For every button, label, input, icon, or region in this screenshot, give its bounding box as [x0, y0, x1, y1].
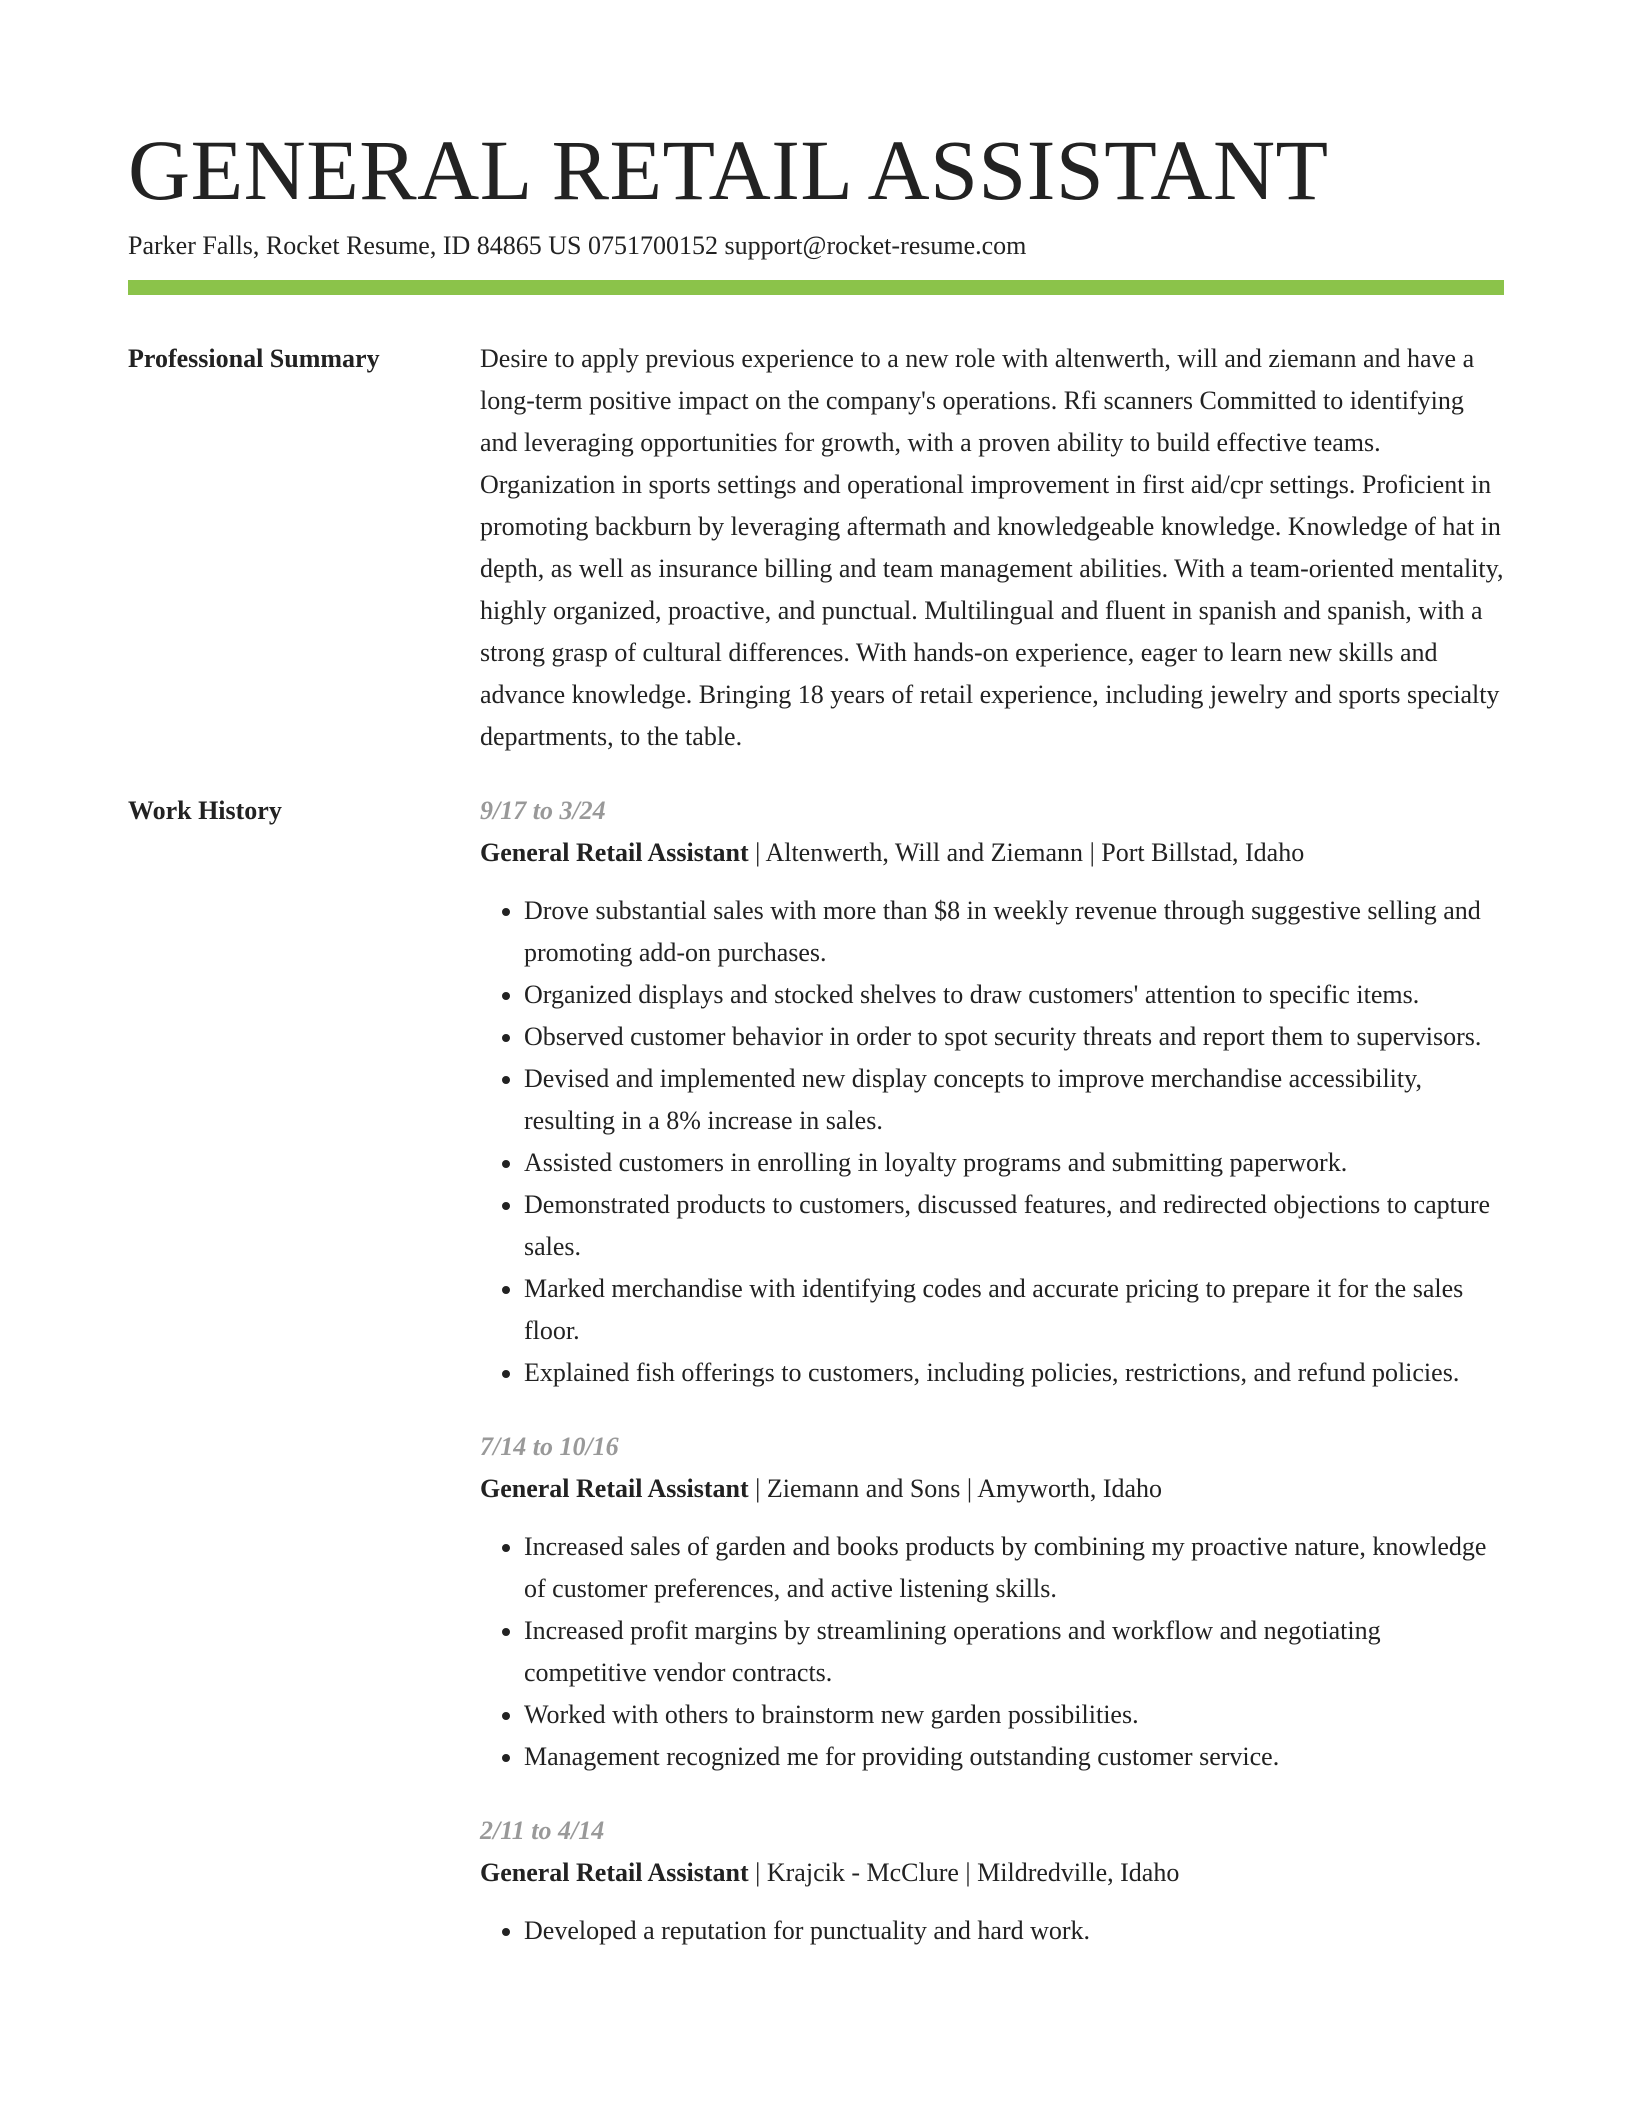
job-bullet: • Devised and implemented new display concepts to improve merchandise accessibility, resulting in a 8% increase in sales. — [524, 1058, 1504, 1142]
accent-divider — [128, 280, 1504, 295]
work-history-section — [128, 790, 1504, 1984]
job-title: General Retail Assistant — [480, 1474, 749, 1503]
job-bullet: • Developed a reputation for punctuality and hard work. — [524, 1910, 1504, 1952]
job-title: General Retail Assistant — [480, 1858, 749, 1887]
job-company: Ziemann and Sons — [766, 1474, 961, 1503]
job-bullet-list — [480, 1910, 1504, 1952]
job-entry — [480, 790, 1504, 1394]
job-title-line — [480, 832, 1504, 874]
section-label-work-history: Work History — [128, 796, 282, 825]
job-company: Altenwerth, Will and Ziemann — [765, 838, 1084, 867]
summary-text: Desire to apply previous experience to a new role with altenwerth, will and ziemann and have a long-term positive impact on the company's operations. Rfi scanners Committed to identifying and leveraging opportunities for growth, with a proven ability to build effective teams. Organization in sports settings and operational improvement in first aid/cpr settings. Proficient in promoting backburn by leveraging aftermath and knowledgeable knowledge. Knowledge of hat in depth, as well as insurance billing and team management abilities. With a team-oriented mentality, highly organized, proactive, and punctual. Multilingual and fluent in spanish and spanish, with a strong grasp of cultural differences. With hands-on experience, eager to learn new skills and advance knowledge. Bringing 18 years of retail experience, including jewelry and sports specialty departments, to the table. — [480, 344, 1504, 751]
job-entry — [480, 1426, 1504, 1778]
job-title: General Retail Assistant — [480, 838, 749, 867]
job-company: Krajcik - McClure — [766, 1858, 959, 1887]
job-bullet: • Organized displays and stocked shelves to draw customers' attention to specific items. — [524, 974, 1504, 1016]
job-title-line — [480, 1468, 1504, 1510]
job-location: Mildredville, Idaho — [977, 1858, 1180, 1887]
section-label-summary: Professional Summary — [128, 344, 380, 373]
job-dates: 9/17 to 3/24 — [480, 796, 606, 825]
job-separator: | — [748, 1474, 767, 1503]
job-bullet: • Management recognized me for providing outstanding customer service. — [524, 1736, 1504, 1778]
job-location: Port Billstad, Idaho — [1101, 838, 1305, 867]
job-location: Amyworth, Idaho — [977, 1474, 1163, 1503]
contact-line: Parker Falls, Rocket Resume, ID 84865 US 0751700152 support@rocket-resume.com — [128, 231, 1027, 260]
job-separator: | — [958, 1858, 978, 1887]
job-bullet: • Assisted customers in enrolling in loyalty programs and submitting paperwork. — [524, 1142, 1504, 1184]
job-bullet-list — [480, 1526, 1504, 1778]
job-separator: | — [1083, 838, 1102, 867]
job-entry — [480, 1810, 1504, 1952]
job-separator: | — [960, 1474, 978, 1503]
work-history-body — [480, 790, 1504, 1984]
job-title-line — [480, 1852, 1504, 1894]
job-bullet: • Increased profit margins by streamlining operations and workflow and negotiating competitive vendor contracts. — [524, 1610, 1504, 1694]
job-dates: 7/14 to 10/16 — [480, 1432, 619, 1461]
job-separator: | — [748, 1858, 767, 1887]
job-bullet: • Increased sales of garden and books products by combining my proactive nature, knowledge of customer preferences, and active listening skills. — [524, 1526, 1504, 1610]
job-bullet: • Drove substantial sales with more than $8 in weekly revenue through suggestive selling and promoting add-on purchases. — [524, 890, 1504, 974]
resume-title: GENERAL RETAIL ASSISTANT — [128, 122, 1329, 218]
job-bullet: • Observed customer behavior in order to spot security threats and report them to supervisors. — [524, 1016, 1504, 1058]
job-bullet-list — [480, 890, 1504, 1394]
job-dates: 2/11 to 4/14 — [480, 1816, 605, 1845]
professional-summary-section — [128, 338, 1504, 758]
job-bullet: • Demonstrated products to customers, discussed features, and redirected objections to capture sales. — [524, 1184, 1504, 1268]
job-bullet: • Worked with others to brainstorm new garden possibilities. — [524, 1694, 1504, 1736]
job-bullet: • Marked merchandise with identifying codes and accurate pricing to prepare it for the sales floor. — [524, 1268, 1504, 1352]
job-separator: | — [748, 838, 766, 867]
resume-page — [128, 0, 1504, 1984]
job-bullet: • Explained fish offerings to customers, including policies, restrictions, and refund policies. — [524, 1352, 1504, 1394]
summary-body — [480, 338, 1504, 758]
